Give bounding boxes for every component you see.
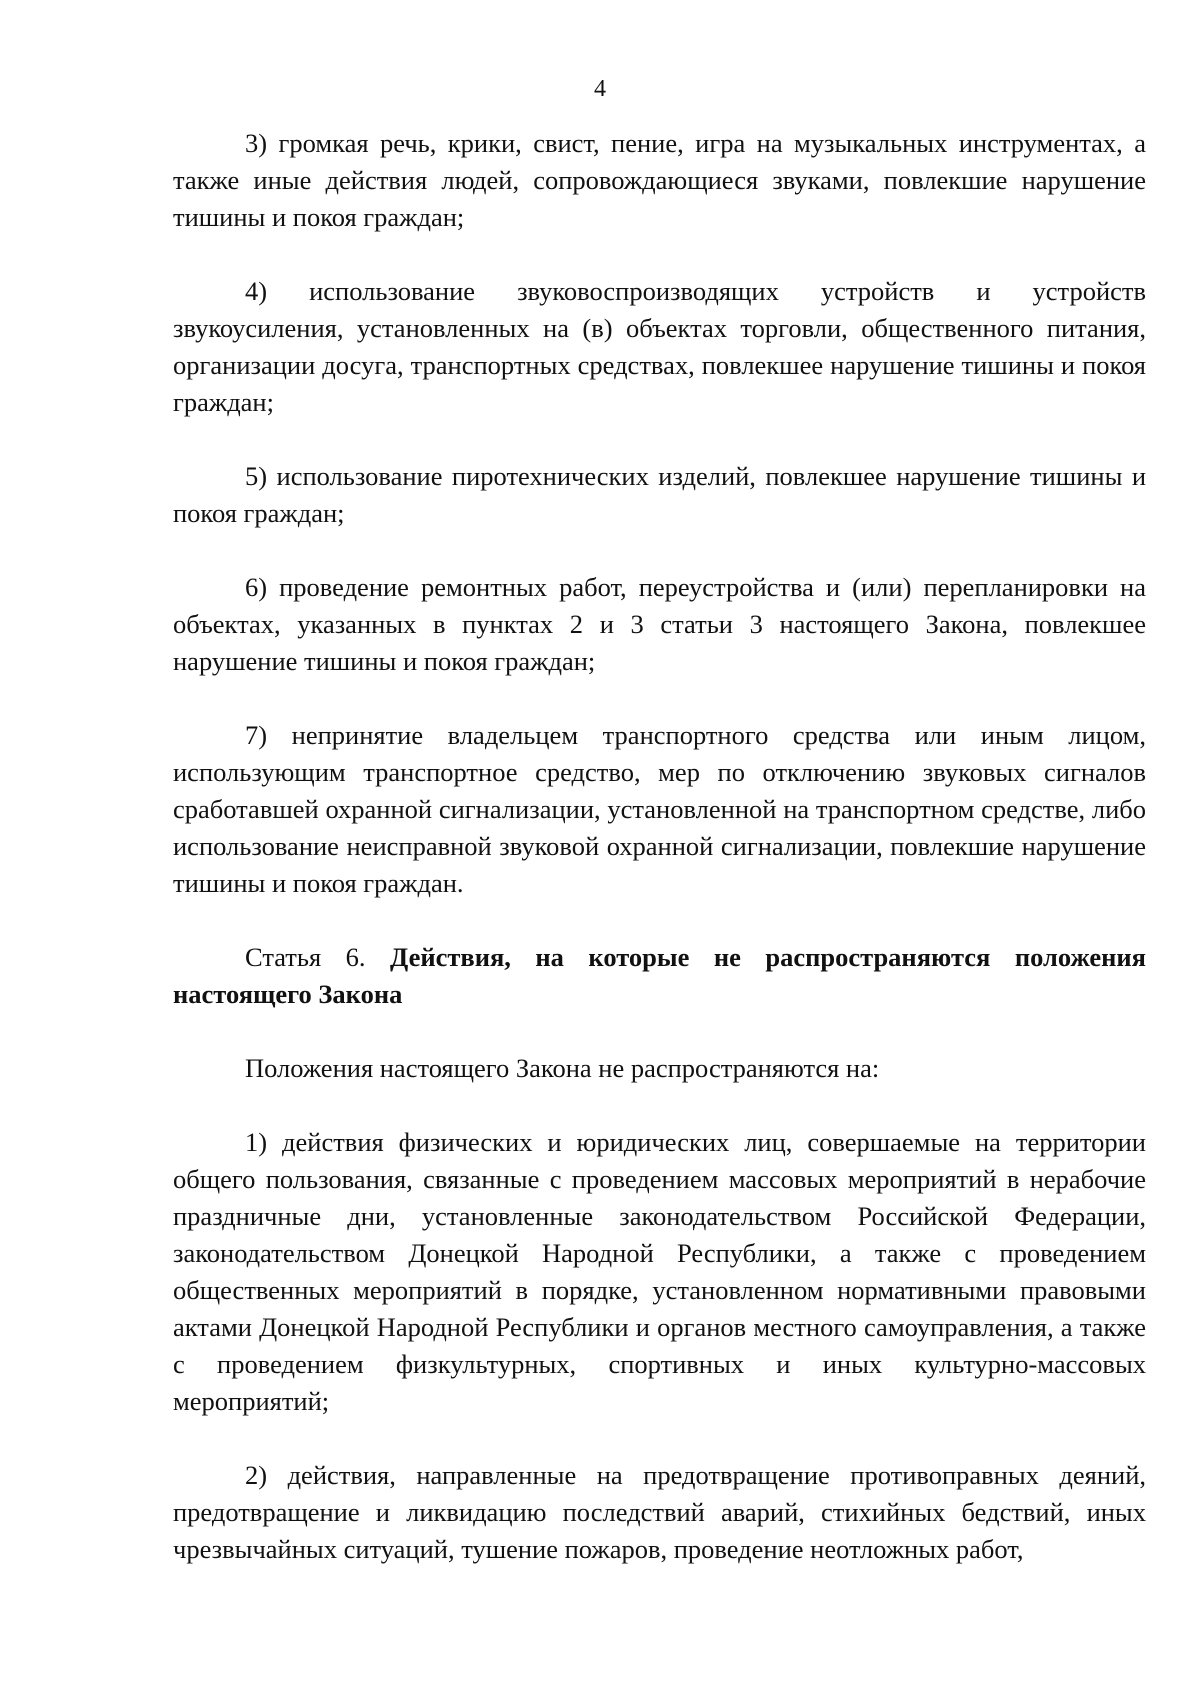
list-item-2 <box>173 1457 1146 1568</box>
list-item-1 <box>173 1124 1146 1420</box>
item-text: проведение ремонтных работ, переустройства и (или) перепланировки на объектах, указанных в пунктах 2 и 3 статьи 3 настоящего Закона, повлекшее нарушение тишины и покоя граждан; <box>173 572 1146 676</box>
paragraph-gap <box>173 680 1146 717</box>
item-text: действия физических и юридических лиц, совершаемые на территории общего пользования, связанные с проведением массовых мероприятий в нерабочие праздничные дни, установленные законодательством Российской Федерации, законодательством Донецкой Народной Республики, а также с проведением общественных мероприятий в порядке, установленном нормативными правовыми актами Донецкой Народной Республики и органов местного самоуправления, а также с проведением физкультурных, спортивных и иных культурно-массовых мероприятий; <box>173 1127 1146 1416</box>
item-number: 5) <box>245 461 268 491</box>
item-text: громкая речь, крики, свист, пение, игра на музыкальных инструментах, а также иные действия людей, сопровождающиеся звуками, повлекшие нарушение тишины и покоя граждан; <box>173 128 1146 232</box>
document-body <box>173 125 1146 1568</box>
list-item-5 <box>173 458 1146 532</box>
item-number: 4) <box>245 276 268 306</box>
paragraph-gap <box>173 902 1146 939</box>
page-number: 4 <box>594 76 606 102</box>
item-number: 1) <box>245 1127 268 1157</box>
item-number: 7) <box>245 720 268 750</box>
article-title: Действия, на которые не распространяются положения настоящего Закона <box>173 942 1146 1009</box>
paragraph-gap <box>173 1013 1146 1050</box>
list-item-4 <box>173 273 1146 421</box>
list-item-7 <box>173 717 1146 902</box>
item-number: 2) <box>245 1460 268 1490</box>
article-heading <box>173 939 1146 1013</box>
paragraph-gap <box>173 532 1146 569</box>
paragraph-gap <box>173 236 1146 273</box>
item-text: непринятие владельцем транспортного средства или иным лицом, использующим транспортное средство, мер по отключению звуковых сигналов сработавшей охранной сигнализации, установленной на транспортном средстве, либо использование неисправной звуковой охранной сигнализации, повлекшие нарушение тишины и покоя граждан. <box>173 720 1147 898</box>
item-text: действия, направленные на предотвращение противоправных деяний, предотвращение и ликвидацию последствий аварий, стихийных бедствий, иных чрезвычайных ситуаций, тушение пожаров, проведение неотложных работ, <box>173 1460 1147 1564</box>
item-number: 6) <box>245 572 268 602</box>
list-item-6 <box>173 569 1146 680</box>
paragraph-gap <box>173 1420 1146 1457</box>
list-item-3 <box>173 125 1146 236</box>
item-text: использование звуковоспроизводящих устройств и устройств звукоусиления, установленных на (в) объектах торговли, общественного питания, организации досуга, транспортных средствах, повлекшее нарушение тишины и покоя граждан; <box>173 276 1146 417</box>
item-text: использование пиротехнических изделий, повлекшее нарушение тишины и покоя граждан; <box>173 461 1147 528</box>
item-number: 3) <box>245 128 268 158</box>
article-intro: Положения настоящего Закона не распространяются на: <box>245 1053 880 1083</box>
paragraph-gap <box>173 421 1146 458</box>
paragraph-gap <box>173 1087 1146 1124</box>
article-label: Статья 6. <box>245 942 366 972</box>
